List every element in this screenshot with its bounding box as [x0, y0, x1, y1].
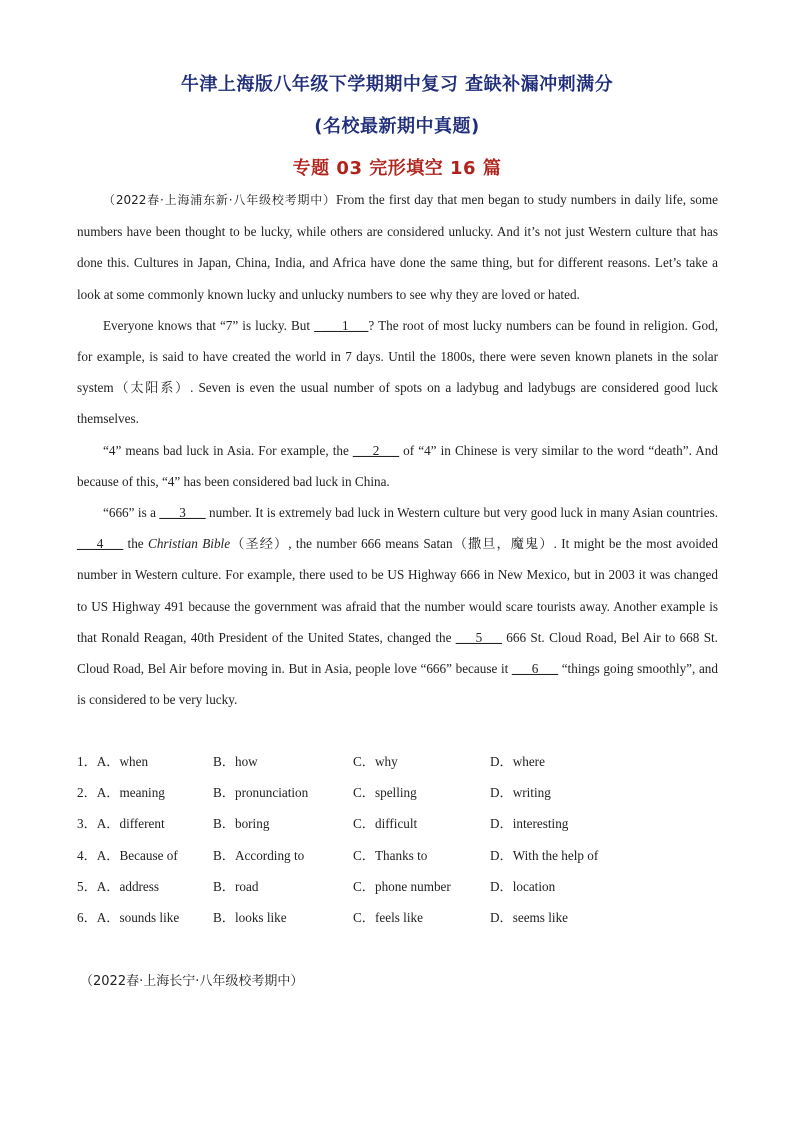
paragraph-3: [77, 435, 718, 497]
option-a: 2．A．meaning: [77, 785, 165, 800]
paragraph-4: [77, 497, 718, 715]
blank-1: ___1___: [314, 317, 369, 333]
option-c: C．difficult: [353, 816, 418, 831]
blank-6: ___6___: [511, 661, 559, 677]
document-subtitle: (名校最新期中真题): [314, 116, 480, 137]
option-d: D．seems like: [490, 910, 569, 925]
paragraph-2: [77, 310, 718, 435]
paragraph-text: “666” is a: [103, 505, 160, 521]
blank-3: ___3___: [159, 505, 206, 521]
option-d: D．With the help of: [490, 848, 599, 863]
option-b: B．road: [213, 879, 259, 894]
option-a: 3．A．different: [77, 816, 165, 831]
paragraph-text: From the first day that men began to study numbers in daily life, some numbers have been thought to be lucky, while others are considered unlucky. And it’s not just Western culture that has done this. Cultures in Japan, China, India, and Africa have done the same thing, but for different reasons. Let’s take a look at some commonly known lucky and unlucky numbers to see why they are loved or hated.: [77, 192, 719, 302]
question-row: [77, 840, 737, 871]
paragraph-text: “things going smoothly”, and is considered to be very lucky.: [77, 661, 718, 708]
option-c: C．phone number: [353, 879, 451, 894]
option-a: 6．A．sounds like: [77, 910, 180, 925]
question-row: [77, 871, 737, 902]
next-passage-source: （2022春·上海长宁·八年级校考期中）: [80, 974, 304, 989]
option-a: 4．A．Because of: [77, 848, 178, 863]
option-c: C．Thanks to: [353, 848, 428, 863]
paragraph-text: （圣经）, the number 666 means Satan（撒旦，魔鬼）. It might be the most avoided number in Western culture. For example, there used to be US Highway 666 in New Mexico, but in 2003 it was changed to US Highway 491 because the government was afraid that the number would scare tourists away. Another example is that Ronald Reagan, 40th President of the United States, changed the: [77, 536, 718, 645]
paragraph-text: ? The root of most lucky numbers can be found in religion. God, for example, is said to have created the world in 7 days. Until the 1800s, there were seven known planets in the solar system（太阳系）. Seven is even the usual number of spots on a ladybug and ladybugs are considered good luck themselves.: [77, 317, 718, 427]
paragraph-text: Everyone knows that “7” is lucky. But: [103, 317, 315, 333]
blank-4: ___4___: [77, 536, 124, 552]
paragraph-text: 666 St. Cloud Road, Bel Air to 668 St. Cloud Road, Bel Air before moving in. But in Asia, people love “666” because it: [77, 629, 718, 677]
blank-5: ___5___: [455, 629, 502, 645]
paragraph-text: “4” means bad luck in Asia. For example, the: [103, 442, 353, 458]
option-b: B．According to: [213, 848, 305, 863]
book-title: Christian Bible: [148, 536, 231, 552]
section-heading: 专题 03 完形填空 16 篇: [292, 158, 502, 179]
paragraph-text: of “4” in Chinese is very similar to the word “death”. And because of this, “4” has been considered bad luck in China.: [77, 442, 718, 489]
option-b: B．looks like: [213, 910, 287, 925]
document-title: 牛津上海版八年级下学期期中复习 查缺补漏冲刺满分: [180, 74, 614, 95]
option-c: C．feels like: [353, 910, 423, 925]
blank-2: ___2___: [352, 442, 400, 458]
option-b: B．boring: [213, 816, 270, 831]
paragraph-1: [77, 184, 718, 310]
option-c: C．why: [353, 754, 398, 769]
option-c: C．spelling: [353, 785, 417, 800]
question-row: [77, 902, 737, 933]
paragraph-text: the: [123, 536, 149, 552]
option-d: D．writing: [490, 785, 551, 800]
question-row: [77, 808, 737, 839]
option-d: D．interesting: [490, 816, 569, 831]
source-note: （2022春·上海浦东新·八年级校考期中）: [103, 193, 336, 207]
option-a: 1．A．when: [77, 754, 149, 769]
option-b: B．how: [213, 754, 258, 769]
passage: [77, 184, 718, 715]
option-a: 5．A．address: [77, 879, 160, 894]
option-b: B．pronunciation: [213, 785, 309, 800]
option-d: D．location: [490, 879, 556, 894]
option-d: D．where: [490, 754, 545, 769]
paragraph-text: number. It is extremely bad luck in Western culture but very good luck in many Asian countries.: [205, 505, 718, 521]
question-row: [77, 746, 737, 777]
question-row: [77, 777, 737, 808]
